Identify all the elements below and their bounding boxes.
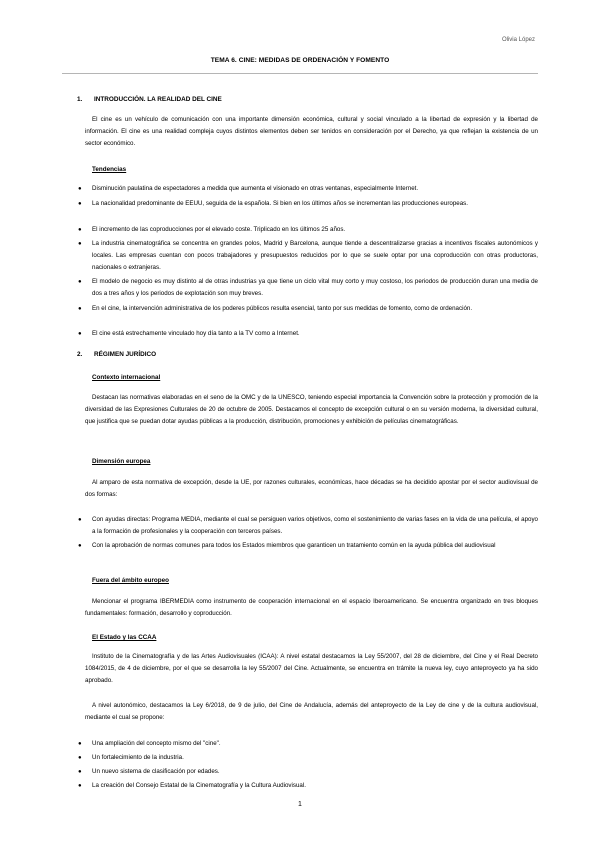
page-title: TEMA 6. CINE: MEDIDAS DE ORDENACIÓN Y FOMENTO [210,57,390,64]
list-item: ● El incremento de las coproducciones por el elevado coste. Triplicado en los últimos 25 años. [92,224,538,236]
list-item: ● Disminución paulatina de espectadores a medida que aumenta el visionado en otras ventanas, especialmente Internet. [92,183,538,195]
subheading-estado-ccaa: El Estado y las CCAA [92,634,157,641]
bullet-icon: ● [78,769,82,775]
section-1-number: 1. [77,96,83,103]
bullet-icon: ● [78,331,82,337]
intro-text: El cine es un vehículo de comunicación con una importante dimensión económica, cultural y social vinculado a la libertad de expresión y la libertad de información. El cine es una realidad compleja cuyos distintos elementos deben ser tenidos en consideración por el Derecho, ya que reflejan la existencia de un sector económico. [85,116,538,147]
subheading-contexto-internacional: Contexto internacional [92,374,161,381]
subheading-tendencias: Tendencias [92,166,127,173]
estado-ccaa-text-1: Instituto de la Cinematografía y de las Artes Audiovisuales (ICAA): A nivel estatal destacamos la Ley 55/2007, del 28 de diciembre, del Cine y el Real Decreto 1084/2015, de 4 de diciembre, por el que se desarrolla la ley 55/2007 del Cine. Actualmente, se encuentra en trámite la nueva ley, cuyo anteproyecto ya ha sido aprobado. [85,653,538,684]
bullet-icon: ● [78,279,82,285]
section-2-title: RÉGIMEN JURÍDICO [94,351,157,358]
list-item: ● La industria cinematográfica se concentra en grandes polos, Madrid y Barcelona, aunque tiende a descentralizarse gracias a incentivos fiscales autonómicos y locales. Las empresas cuentan con pocos trabajadores y presupuestos reducidos por lo que se suele optar por una coproducción con otras productoras, nacionales o extranjeras. [78,240,538,271]
fuera-ambito-europeo-text: Mencionar el programa IBERMEDIA como instrumento de cooperación internacional en el espacio Iberoamericano. Se encuentra organizado en tres bloques fundamentales: formación, desarrollo y coproducción. [85,598,538,617]
subheading-dimension-europea: Dimensión europea [92,458,151,465]
section-2-number: 2. [77,351,83,358]
bullet-icon: ● [78,755,82,761]
section-2-heading [77,351,156,358]
list-item: ● El modelo de negocio es muy distinto al de otras industrias ya que tiene un ciclo vital muy corto y muy costoso, los periodos de producción duran una media de dos a tres años y los periodos de explotación son muy breves. [78,278,538,297]
section-1-heading [77,96,222,103]
bullet-icon: ● [78,783,82,789]
subheading-fuera-ambito-europeo: Fuera del ámbito europeo [92,577,169,584]
author-name: Olivia López [501,37,535,43]
list-item: ● Un nuevo sistema de clasificación por edades. [92,766,538,778]
bullet-icon: ● [78,517,82,523]
list-item: ● La nacionalidad predominante de EEUU, seguida de la española. Si bien en los últimos años se incrementan las producciones europeas. [92,198,538,210]
list-item: ● Un fortalecimiento de la industria. [92,752,538,764]
page-number: 1 [298,801,302,808]
section-1-intro [85,114,538,150]
bullet-icon: ● [78,201,82,207]
dimension-europea-text: Al amparo de esta normativa de excepción, desde la UE, por razones culturales, económicas, hace décadas se ha decidido apostar por el sector audiovisual de dos formas: [85,479,538,498]
estado-ccaa-text-2: A nivel autonómico, destacamos la Ley 6/2018, de 9 de julio, del Cine de Andalucía, además del anteproyecto de la Ley de cine y de la cultura audiovisual, mediante el cual se propone: [85,702,538,721]
list-item: ● El cine está estrechamente vinculado hoy día tanto a la TV como a Internet. [92,328,538,340]
list-item: ● La creación del Consejo Estatal de la Cinematografía y la Cultura Audiovisual. [92,780,538,792]
bullet-icon: ● [78,227,82,233]
list-item: ● Con ayudas directas: Programa MEDIA, mediante el cual se persiguen varios objetivos, como el sostenimiento de varias fases en la vida de una película, el apoyo a la formación de profesionales y la cooperación con terceros países. [78,516,538,535]
section-1-title: INTRODUCCIÓN. LA REALIDAD DEL CINE [94,96,222,103]
list-item: ● En el cine, la intervención administrativa de los poderes públicos resulta esencial, tanto por sus medidas de fomento, como de ordenación. [92,303,538,315]
list-item: ● Una ampliación del concepto mismo del "cine". [92,738,538,750]
list-item: ● Con la aprobación de normas comunes para todos los Estados miembros que garanticen un tratamiento común en la ayuda pública del audiovisual [92,540,538,552]
bullet-icon: ● [78,186,82,192]
header-divider [62,73,538,74]
bullet-icon: ● [78,306,82,312]
bullet-icon: ● [78,241,82,247]
contexto-internacional-text: Destacan las normativas elaboradas en el seno de la OMC y de la UNESCO, teniendo especial importancia la Convención sobre la protección y promoción de la diversidad de las Expresiones Culturales de 20 de octubre de 2005. Destacamos el concepto de excepción cultural o en su versión moderna, la diversidad cultural, que justifica que se puedan dotar ayudas públicas a la producción, distribución, promociones y exhibición de películas cinematográficas. [85,394,538,425]
bullet-icon: ● [78,741,82,747]
bullet-icon: ● [78,543,82,549]
